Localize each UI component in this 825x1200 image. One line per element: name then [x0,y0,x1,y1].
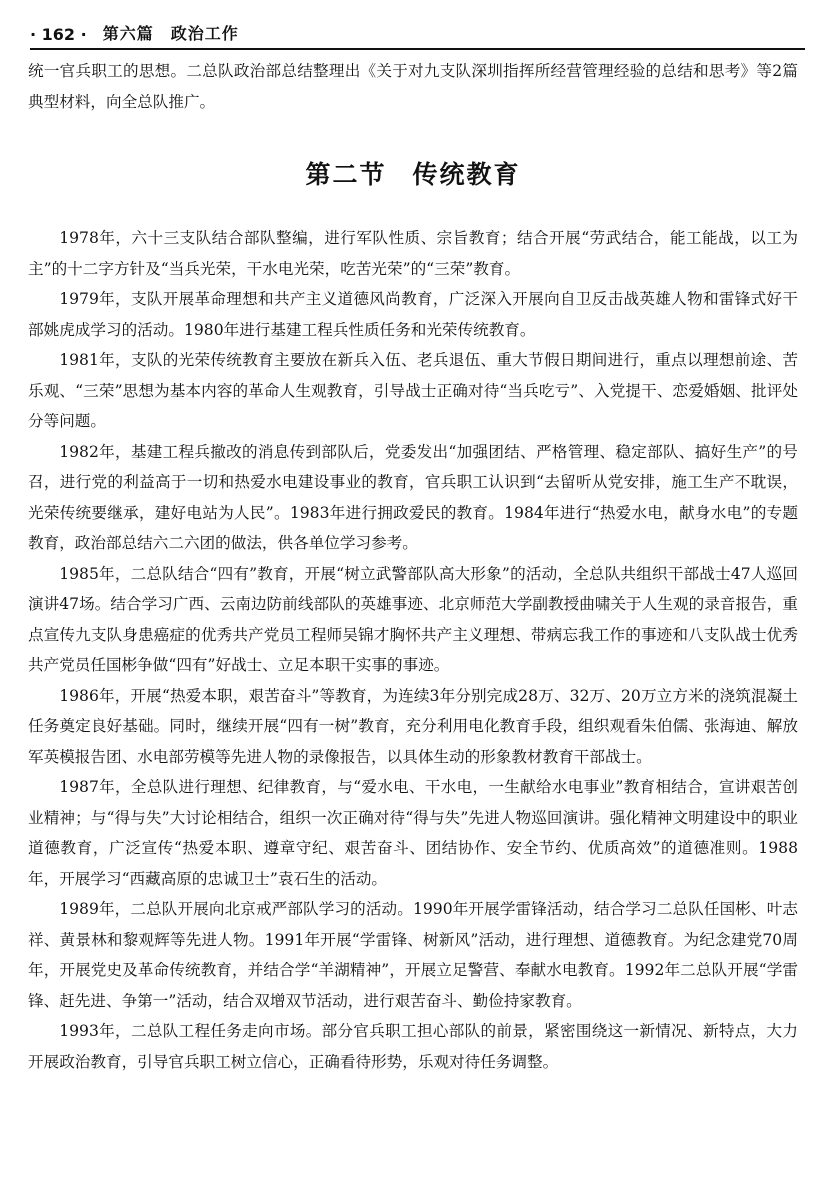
paragraph-1978: 1978年，六十三支队结合部队整编，进行军队性质、宗旨教育；结合开展“劳武结合，能工能战，以工为主”的十二字方针及“当兵光荣，干水电光荣，吃苦光荣”的“三荣”教育。 [28,229,798,278]
paragraph-1985: 1985年，二总队结合“四有”教育，开展“树立武警部队高大形象”的活动，全总队共组织干部战士47人巡回演讲47场。结合学习广西、云南边防前线部队的英雄事迹、北京师范大学副教授曲啸关于人生观的录音报告，重点宣传九支队身患癌症的优秀共产党员工程师吴锦才胸怀共产主义理想、带病忘我工作的事迹和八支队战士优秀共产党员任国彬争做“四有”好战士、立足本职干实事的事迹。 [28,564,798,674]
body-text [28,56,798,1077]
section-number: 第二节 [305,160,387,189]
paragraph-1982: 1982年，基建工程兵撤改的消息传到部队后，党委发出“加强团结、严格管理、稳定部队、搞好生产”的号召，进行党的利益高于一切和热爱水电建设事业的教育，官兵职工认识到“去留听从党安排，施工生产不耽误，光荣传统要继承，建好电站为人民”。1983年进行拥政爱民的教育。1984年进行“热爱水电，献身水电”的专题教育，政治部总结六二六团的做法，供各单位学习参考。 [28,442,798,552]
paragraph-1993: 1993年，二总队工程任务走向市场。部分官兵职工担心部队的前景，紧密围绕这一新情况、新特点，大力开展政治教育，引导官兵职工树立信心，正确看待形势，乐观对待任务调整。 [28,1022,798,1071]
paragraph-1986: 1986年，开展“热爱本职，艰苦奋斗”等教育，为连续3年分别完成28万、32万、20万立方米的浇筑混凝土任务奠定良好基础。同时，继续开展“四有一树”教育，充分利用电化教育手段，组织观看朱伯儒、张海迪、解放军英模报告团、水电部劳模等先进人物的录像报告，以具体生动的形象教材教育干部战士。 [28,686,798,766]
paragraph-1979: 1979年，支队开展革命理想和共产主义道德风尚教育，广泛深入开展向自卫反击战英雄人物和雷锋式好干部姚虎成学习的活动。1980年进行基建工程兵性质任务和光荣传统教育。 [28,290,798,339]
paragraph-1981: 1981年，支队的光荣传统教育主要放在新兵入伍、老兵退伍、重大节假日期间进行，重点以理想前途、苦乐观、“三荣”思想为基本内容的革命人生观教育，引导战士正确对待“当兵吃亏”、入党提干、恋爱婚姻、批评处分等问题。 [28,351,798,430]
section-heading [28,155,798,191]
part-title: 第六篇 政治工作 [102,24,239,43]
intro-paragraph: 统一官兵职工的思想。二总队政治部总结整理出《关于对九支队深圳指挥所经营管理经验的总结和思考》等2篇典型材料，向全总队推广。 [28,62,798,111]
paragraph-1989: 1989年，二总队开展向北京戒严部队学习的活动。1990年开展学雷锋活动，结合学习二总队任国彬、叶志祥、黄景林和黎观辉等先进人物。1991年开展“学雷锋、树新风”活动，进行理想、道德教育。为纪念建党70周年，开展党史及革命传统教育，并结合学“羊湖精神”，开展立足警营、奉献水电教育。1992年二总队开展“学雷锋、赶先进、争第一”活动，结合双增双节活动，进行艰苦奋斗、勤俭持家教育。 [28,900,798,1010]
page-number: · 162 · [30,25,87,44]
section-title: 传统教育 [412,160,521,189]
paragraph-1987: 1987年，全总队进行理想、纪律教育，与“爱水电、干水电，一生献给水电事业”教育相结合，宣讲艰苦创业精神；与“得与失”大讨论相结合，组织一次正确对待“得与失”先进人物巡回演讲。强化精神文明建设中的职业道德教育，广泛宣传“热爱本职、遵章守纪、艰苦奋斗、团结协作、安全节约、优质高效”的道德准则。1988年，开展学习“西藏高原的忠诚卫士”袁石生的活动。 [28,778,798,888]
running-header [30,14,805,50]
